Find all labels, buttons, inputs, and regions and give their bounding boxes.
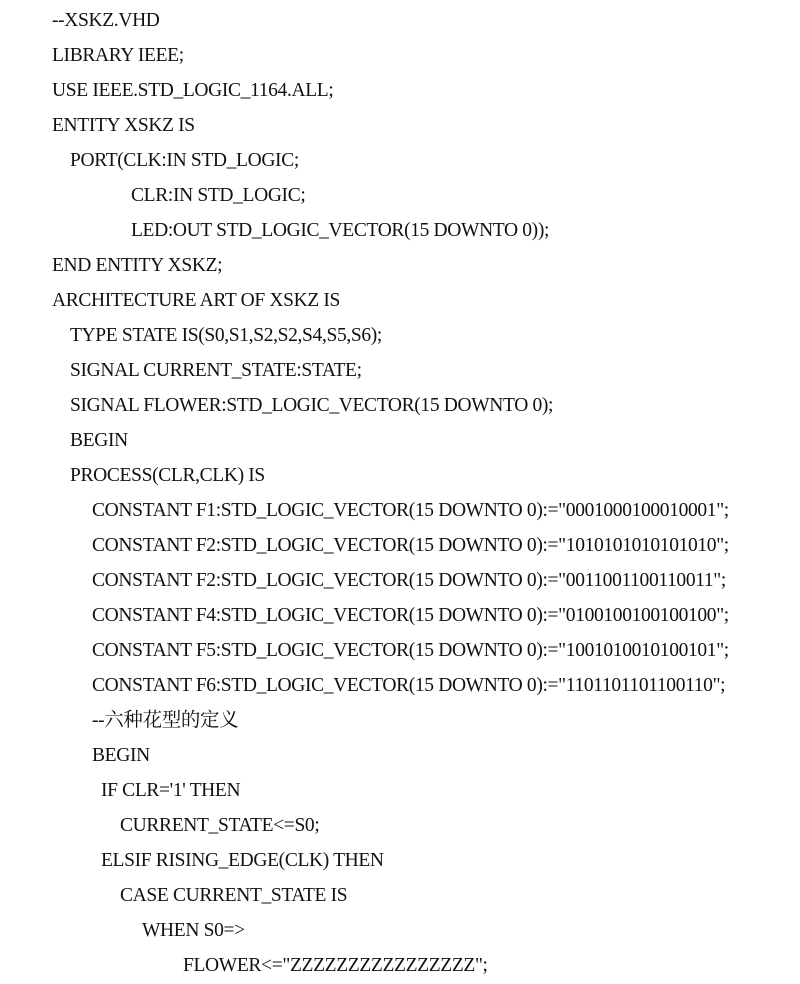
code-line: --XSKZ.VHD bbox=[52, 10, 160, 31]
code-line: CONSTANT F4:STD_LOGIC_VECTOR(15 DOWNTO 0):="0100100100100100"; bbox=[92, 605, 729, 626]
code-line: CONSTANT F1:STD_LOGIC_VECTOR(15 DOWNTO 0):="0001000100010001"; bbox=[92, 500, 729, 521]
code-line: SIGNAL FLOWER:STD_LOGIC_VECTOR(15 DOWNTO 0); bbox=[70, 395, 554, 416]
code-line: ELSIF RISING_EDGE(CLK) THEN bbox=[101, 850, 384, 871]
code-line: ENTITY XSKZ IS bbox=[52, 115, 195, 136]
code-line: LIBRARY IEEE; bbox=[52, 45, 184, 66]
code-line: USE IEEE.STD_LOGIC_1164.ALL; bbox=[52, 80, 334, 101]
code-line: BEGIN bbox=[92, 745, 150, 766]
code-line: LED:OUT STD_LOGIC_VECTOR(15 DOWNTO 0)); bbox=[131, 220, 550, 241]
code-line: CONSTANT F5:STD_LOGIC_VECTOR(15 DOWNTO 0):="1001010010100101"; bbox=[92, 640, 729, 661]
code-line: CLR:IN STD_LOGIC; bbox=[131, 185, 306, 206]
code-line: PROCESS(CLR,CLK) IS bbox=[70, 465, 265, 486]
code-line: SIGNAL CURRENT_STATE:STATE; bbox=[70, 360, 362, 381]
code-line: WHEN S0=> bbox=[142, 920, 245, 941]
code-line: CONSTANT F2:STD_LOGIC_VECTOR(15 DOWNTO 0):="0011001100110011"; bbox=[92, 570, 726, 591]
code-line: END ENTITY XSKZ; bbox=[52, 255, 223, 276]
code-line: CURRENT_STATE<=S0; bbox=[120, 815, 320, 836]
code-line: PORT(CLK:IN STD_LOGIC; bbox=[70, 150, 299, 171]
code-line: --六种花型的定义 bbox=[92, 710, 239, 731]
code-line: FLOWER<="ZZZZZZZZZZZZZZZZ"; bbox=[183, 955, 488, 976]
code-line: CASE CURRENT_STATE IS bbox=[120, 885, 348, 906]
code-line: ARCHITECTURE ART OF XSKZ IS bbox=[52, 290, 341, 311]
code-line: IF CLR='1' THEN bbox=[101, 780, 241, 801]
code-line: TYPE STATE IS(S0,S1,S2,S2,S4,S5,S6); bbox=[70, 325, 382, 346]
code-line: CONSTANT F6:STD_LOGIC_VECTOR(15 DOWNTO 0):="1101101101100110"; bbox=[92, 675, 726, 696]
code-line: BEGIN bbox=[70, 430, 128, 451]
code-line: CONSTANT F2:STD_LOGIC_VECTOR(15 DOWNTO 0):="1010101010101010"; bbox=[92, 535, 729, 556]
